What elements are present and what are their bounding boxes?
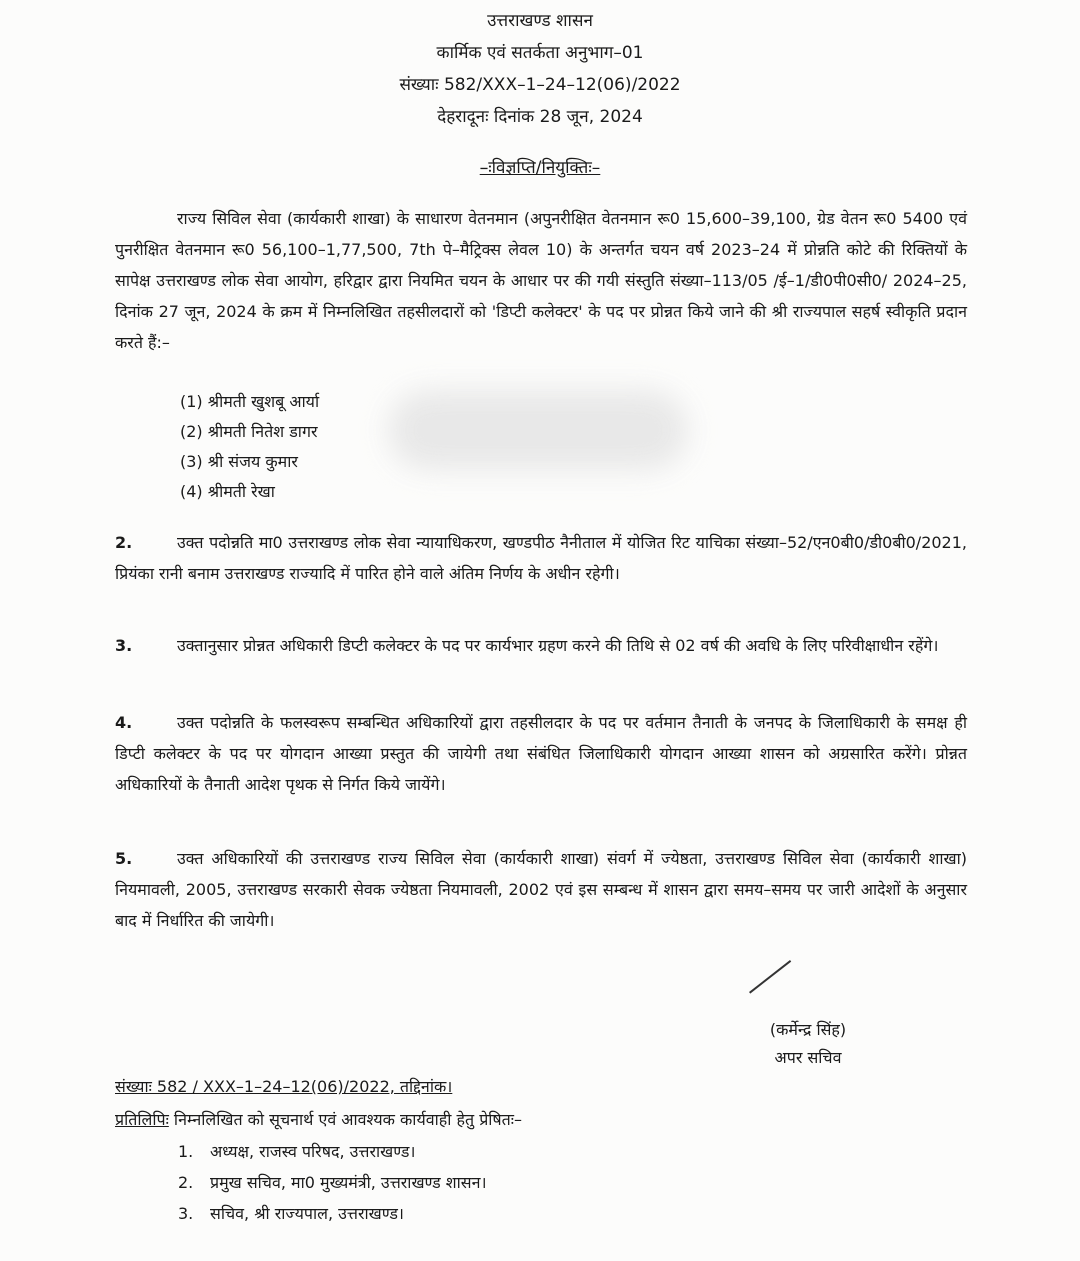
name-item: (3) श्री संजय कुमार [180,452,298,471]
copy-to-line [115,1108,522,1130]
copy-recipient-text: अध्यक्ष, राजस्व परिषद, उत्तराखण्ड। [210,1142,416,1161]
paragraph-number: 3. [115,636,133,655]
paragraph-number: 4. [115,713,133,732]
paragraph-text: उक्त अधिकारियों की उत्तराखण्ड राज्य सिविल सेवा (कार्यकारी शाखा) संवर्ग में ज्येष्ठता, उत्तराखण्ड सिविल सेवा (कार्यकारी शाखा) नियमावली, 2005, उत्तराखण्ड सरकारी सेवक ज्येष्ठता नियमावली, 2002 एवं इस सम्बन्ध में शासन द्वारा समय–समय पर जारी आदेशों के अनुसार बाद में निर्धारित की जायेगी। [115,849,967,930]
promoted-names-list [180,387,319,507]
paragraph-1-text: राज्य सिविल सेवा (कार्यकारी शाखा) के साधारण वेतनमान (अपुनरीक्षित वेतनमान रू0 15,600–39,100, ग्रेड वेतन रू0 5400 एवं पुनरीक्षित वेतनमान रू0 56,100–1,77,500, 7th पे–मैट्रिक्स लेवल 10) के अन्तर्गत चयन वर्ष 2023–24 में प्रोन्नति कोटे की रिक्तियों के सापेक्ष उत्तराखण्ड लोक सेवा आयोग, हरिद्वार द्वारा नियमित चयन के आधार पर की गयी संस्तुति संख्या–113/05 /ई–1/डी0पी0सी0/ 2024–25, दिनांक 27 जून, 2024 के क्रम में निम्नलिखित तहसीलदारों को 'डिप्टी कलेक्टर' के पद पर प्रोन्नत किये जाने की श्री राज्यपाल सहर्ष स्वीकृति प्रदान करते हैं:– [115,209,967,352]
paragraph-number: 5. [115,849,133,868]
copy-recipient-number: 1. [178,1142,194,1161]
paragraph-2 [115,527,967,589]
paragraph-5 [115,843,967,936]
copy-recipient [178,1140,415,1162]
paragraph-3 [115,630,967,661]
header-government: उत्तराखण्ड शासन [487,11,593,31]
copy-recipient-text: सचिव, श्री राज्यपाल, उत्तराखण्ड। [210,1204,404,1223]
paragraph-1 [115,203,967,358]
signature-mark [749,960,791,994]
copy-recipient-text: प्रमुख सचिव, मा0 मुख्यमंत्री, उत्तराखण्ड शासन। [210,1173,487,1192]
copy-recipient-number: 2. [178,1173,194,1192]
signatory-designation: अपर सचिव [774,1048,842,1067]
paragraph-text: उक्त पदोन्नति मा0 उत्तराखण्ड लोक सेवा न्यायाधिकरण, खण्डपीठ नैनीताल में योजित रिट याचिका संख्या–52/एन0बी0/डी0बी0/2021, प्रियंका रानी बनाम उत्तराखण्ड राज्यादि में पारित होने वाले अंतिम निर्णय के अधीन रहेगी। [115,533,967,583]
notice-title-text: –ःविज्ञप्ति/नियुक्तिः– [479,158,601,178]
paragraph-4 [115,707,967,800]
name-item: (2) श्रीमती नितेश डागर [180,422,318,441]
copy-recipient [178,1202,404,1224]
copy-recipient-number: 3. [178,1204,194,1223]
header-date: देहरादूनः दिनांक 28 जून, 2024 [437,107,643,127]
copy-text: निम्नलिखित को सूचनार्थ एवं आवश्यक कार्यवाही हेतु प्रेषितः– [173,1110,523,1129]
header-reference-number: संख्याः 582/XXX–1–24–12(06)/2022 [399,75,681,95]
notice-title [0,155,1080,178]
header-department: कार्मिक एवं सतर्कता अनुभाग–01 [436,43,644,63]
paragraph-text: उक्त पदोन्नति के फलस्वरूप सम्बन्धित अधिकारियों द्वारा तहसीलदार के पद पर वर्तमान तैनाती के जनपद के जिलाधिकारी के समक्ष ही डिप्टी कलेक्टर के पद पर योगदान आख्या प्रस्तुत की जायेगी तथा संबंधित जिलाधिकारी योगदान आख्या शासन को अग्रसारित करेंगे। प्रोन्नत अधिकारियों के तैनाती आदेश पृथक से निर्गत किये जायेंगे। [115,713,967,794]
paragraph-text: उक्तानुसार प्रोन्नत अधिकारी डिप्टी कलेक्टर के पद पर कार्यभार ग्रहण करने की तिथि से 02 वर्ष की अवधि के लिए परिवीक्षाधीन रहेंगे। [177,636,939,655]
signatory-name: (कर्मेन्द्र सिंह) [769,1020,847,1039]
copy-recipient [178,1171,487,1193]
copy-reference-number: संख्याः 582 / XXX–1–24–12(06)/2022, तद्दिनांक। [115,1077,453,1096]
name-item: (1) श्रीमती खुशबू आर्या [180,392,320,411]
paragraph-number: 2. [115,533,133,552]
copy-label: प्रतिलिपिः [115,1110,169,1129]
blurred-region [388,390,688,470]
name-item: (4) श्रीमती रेखा [180,482,275,501]
